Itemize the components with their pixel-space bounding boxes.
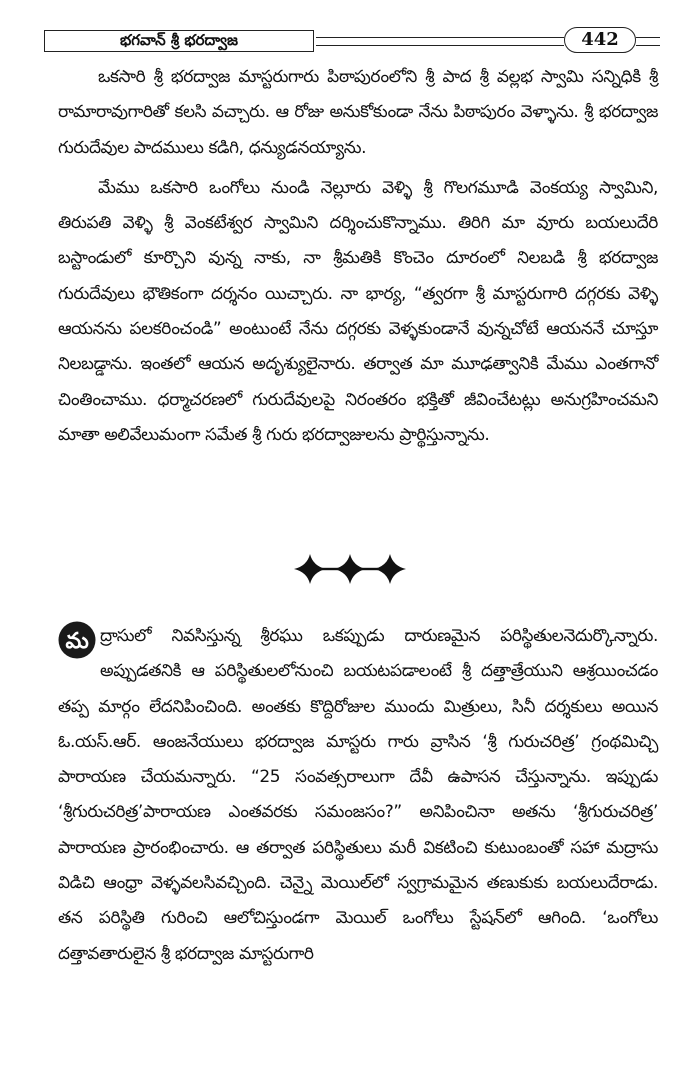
paragraph-text: ద్రాసులో నివసిస్తున్న శ్రీరఘు ఒకప్పుడు దారుణమైన పరిస్థితులనెదుర్కొన్నారు. అప్పుడతనికి ఆ పరిస్థితులలోనుంచి బయటపడాలంటే శ్రీ దత్తాత్రేయుని ఆశ్రయించడం తప్ప మార్గం లేదనిపించింది. అంతకు కొద్దిరోజుల ముందు మిత్రులు, సినీ దర్శకులు అయిన ఓ.యస్.ఆర్. ఆంజనేయులు భరద్వాజ మాస్టరు గారు వ్రాసిన ‘శ్రీ గురుచరిత్ర’ గ్రంథమిచ్చి పారాయణ చేయమన్నారు. “25 సంవత్సరాలుగా దేవీ ఉపాసన చేస్తున్నాను. ఇప్పుడు ‘శ్రీగురుచరిత్ర’పారాయణ ఎంతవరకు సమంజసం?” అనిపించినా అతను ‘శ్రీగురుచరిత్ర’ పారాయణ ప్రారంభించారు. ఆ తర్వాత పరిస్థితులు మరీ వికటించి కుటుంబంతో సహా మద్రాసు విడిచి ఆంధ్రా వెళ్ళవలసివచ్చింది. చెన్నై మెయిల్‌లో స్వగ్రామమైన తణుకుకు బయలుదేరాడు. తన పరిస్థితి గురించి ఆలోచిస్తుండగా మెయిల్ ఒంగోలు స్టేషన్‌లో ఆగింది. ‘ఒంగోలు దత్తావతారులైన శ్రీ భరద్వాజ మాస్టరుగారి [58,626,658,964]
second-story [58,619,658,972]
dropcap-letter: మ [65,629,89,654]
header-rule-top [316,37,564,38]
page-body [58,60,658,453]
paragraph: మేము ఒకసారి ఒంగోలు నుండి నెల్లూరు వెళ్ళి శ్రీ గొలగమూడి వెంకయ్య స్వామిని, తిరుపతి వెళ్ళి శ్రీ వెంకటేశ్వర స్వామిని దర్శించుకొన్నాము. తిరిగి మా వూరు బయలుదేరి బస్టాండులో కూర్చొని వున్న నాకు, నా శ్రీమతికి కొంచెం దూరంలో నిలబడి శ్రీ భరద్వాజ గురుదేవులు భౌతికంగా దర్శనం యిచ్చారు. నా భార్య, “త్వరగా శ్రీ మాస్టరుగారి దగ్గరకు వెళ్ళి ఆయనను పలకరించండి” అంటుంటే నేను దగ్గరకు వెళ్ళకుండానే వున్నచోటే ఆయననే చూస్తూ నిలబడ్డాను. ఇంతలో ఆయన అదృశ్యులైనారు. తర్వాత మా మూఢత్వానికి మేము ఎంతగానో చింతించాము. ధర్మాచరణలో గురుదేవులపై నిరంతరం భక్తితో జీవించేటట్లు అనుగ్రహించమని మాతా అలివేలుమంగా సమేత శ్రీ గురు భరద్వాజులను ప్రార్థిస్తున్నాను. [58,177,658,445]
header-rule-right-top [636,37,660,38]
header-rule-bottom [316,45,564,46]
page-number: 442 [564,27,636,53]
running-header [44,30,660,54]
header-rule-right-bottom [636,45,660,46]
dropcap-circle [58,621,96,659]
paragraph: ఒకసారి శ్రీ భరద్వాజ మాస్టరుగారు పిఠాపురంలోని శ్రీ పాద శ్రీ వల్లభ స్వామి సన్నిధికి శ్రీ రామారావుగారితో కలసి వచ్చారు. ఆ రోజు అనుకోకుండా నేను పిఠాపురం వెళ్ళాను. శ్రీ భరద్వాజ గురుదేవుల పాదములు కడిగి, ధన్యుడనయ్యాను. [58,67,658,158]
paragraph [58,619,658,972]
header-title: భగవాన్ శ్రీ భరద్వాజ [120,31,238,49]
section-ornament [0,552,700,590]
four-point-star-ornament-icon [292,552,408,586]
